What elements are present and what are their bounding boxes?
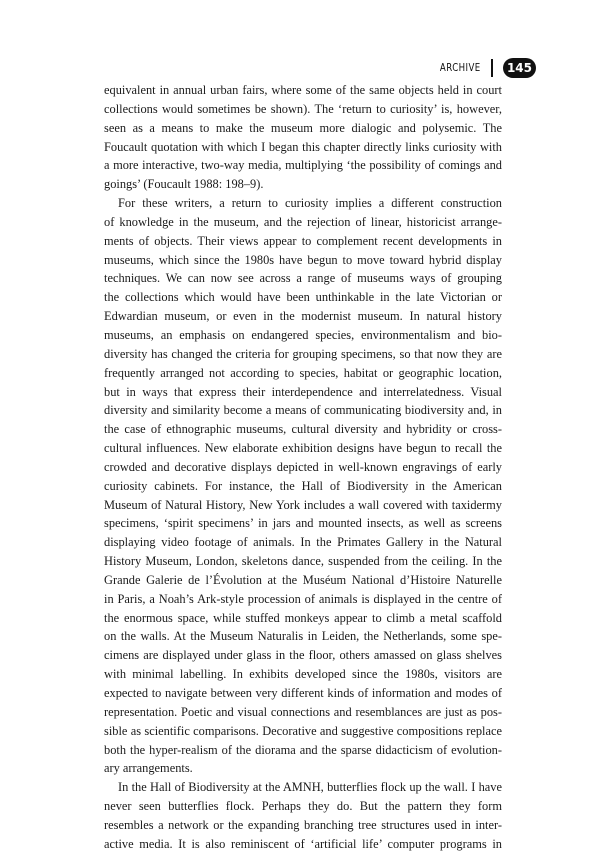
text-line: both the hyper-realism of the diorama and the sparse didacticism of evolution- bbox=[104, 742, 502, 757]
text-line: resembles a network or the expanding branching tree structures used in inter- bbox=[104, 817, 502, 832]
text-line: cimens are displayed under glass in the floor, others amassed on glass shelves bbox=[104, 648, 502, 663]
text-line: the collections which would have been unthinkable in the late Victorian or bbox=[104, 290, 502, 305]
text-line: with minimal labelling. In exhibits developed since the 1980s, visitors are bbox=[104, 667, 502, 682]
text-line: but in ways that express their interdependence and interrelatedness. Visual bbox=[104, 384, 502, 399]
text-line: goings’ (Foucault 1988: 198–9). bbox=[104, 177, 264, 192]
text-line: ments of objects. Their views appear to complement recent developments in bbox=[104, 233, 502, 248]
text-line: of knowledge in the museum, and the rejection of linear, historicist arrange- bbox=[104, 214, 502, 229]
text-line: on the walls. At the Museum Naturalis in Leiden, the Netherlands, some spe- bbox=[104, 629, 502, 644]
header-divider bbox=[491, 59, 493, 77]
text-line: sible as scientific comparisons. Decorative and suggestive compositions replace bbox=[104, 723, 502, 738]
text-line: curiosity cabinets. For instance, the Hall of Biodiversity in the American bbox=[104, 478, 502, 493]
text-line: representation. Poetic and visual connections and resemblances are just as pos- bbox=[104, 704, 502, 719]
body-text bbox=[104, 81, 502, 854]
text-line: seen as a means to make the museum more dialogic and polysemic. The bbox=[104, 120, 502, 135]
text-line: in Paris, a Noah’s Ark-style procession of animals is displayed in the centre of bbox=[104, 591, 502, 606]
text-line: specimens, ‘spirit specimens’ in jars and mounted insects, as well as screens bbox=[104, 516, 502, 531]
text-line: In the Hall of Biodiversity at the AMNH, butterflies flock up the wall. I have bbox=[118, 780, 502, 795]
text-line: expected to navigate between very different kinds of information and modes of bbox=[104, 686, 502, 700]
text-line: museums, which since the 1980s have begun to move toward hybrid display bbox=[104, 252, 502, 267]
text-line: techniques. We can now see across a range of museums ways of grouping bbox=[104, 271, 502, 286]
text-line: the case of ethnographic museums, cultural diversity and hybridity or cross- bbox=[104, 422, 502, 437]
text-line: museums, an emphasis on endangered species, environmentalism and bio- bbox=[104, 327, 502, 342]
text-line: never seen butterflies flock. Perhaps they do. But the pattern they form bbox=[104, 799, 502, 814]
text-line: History Museum, London, skeletons dance, suspended from the ceiling. In the bbox=[104, 554, 502, 569]
text-line: Museum of Natural History, New York includes a wall covered with taxidermy bbox=[104, 497, 502, 512]
text-line: collections would sometimes be shown). The ‘return to curiosity’ is, however, bbox=[104, 101, 502, 116]
text-line: the enormous space, while stuffed monkeys appear to climb a metal scaffold bbox=[104, 610, 502, 625]
text-line: Foucault quotation with which I began this chapter directly links curiosity with bbox=[104, 139, 502, 154]
text-line: crowded and decorative displays depicted in well-known engravings of early bbox=[104, 459, 502, 474]
text-line: Edwardian museum, or even in the modernist museum. In natural history bbox=[104, 309, 502, 324]
text-line: diversity has changed the criteria for grouping specimens, so that now they are bbox=[104, 346, 502, 361]
text-line: a more interactive, two-way media, multiplying ‘the possibility of comings and bbox=[104, 158, 502, 173]
text-line: equivalent in annual urban fairs, where some of the same objects held in court bbox=[104, 83, 502, 97]
running-head bbox=[431, 58, 536, 78]
text-line: cultural influences. New elaborate exhibition designs have begun to recall the bbox=[104, 441, 502, 456]
text-line: active media. It is also reminiscent of ‘artificial life’ computer programs in bbox=[104, 836, 502, 851]
text-line: displaying video footage of animals. In the Primates Gallery in the Natural bbox=[104, 535, 502, 550]
text-line: For these writers, a return to curiosity implies a different construction bbox=[118, 196, 502, 211]
text-line: ary arrangements. bbox=[104, 761, 193, 776]
text-line: frequently arranged not according to species, habitat or geographic location, bbox=[104, 365, 502, 380]
page-number: 145 bbox=[503, 58, 536, 78]
text-line: Grande Galerie de l’Évolution at the Muséum National d’Histoire Naturelle bbox=[104, 572, 502, 587]
text-line: diversity and similarity become a means of communicating biodiversity and, in bbox=[104, 403, 502, 418]
section-title: ARCHIVE bbox=[440, 62, 481, 74]
